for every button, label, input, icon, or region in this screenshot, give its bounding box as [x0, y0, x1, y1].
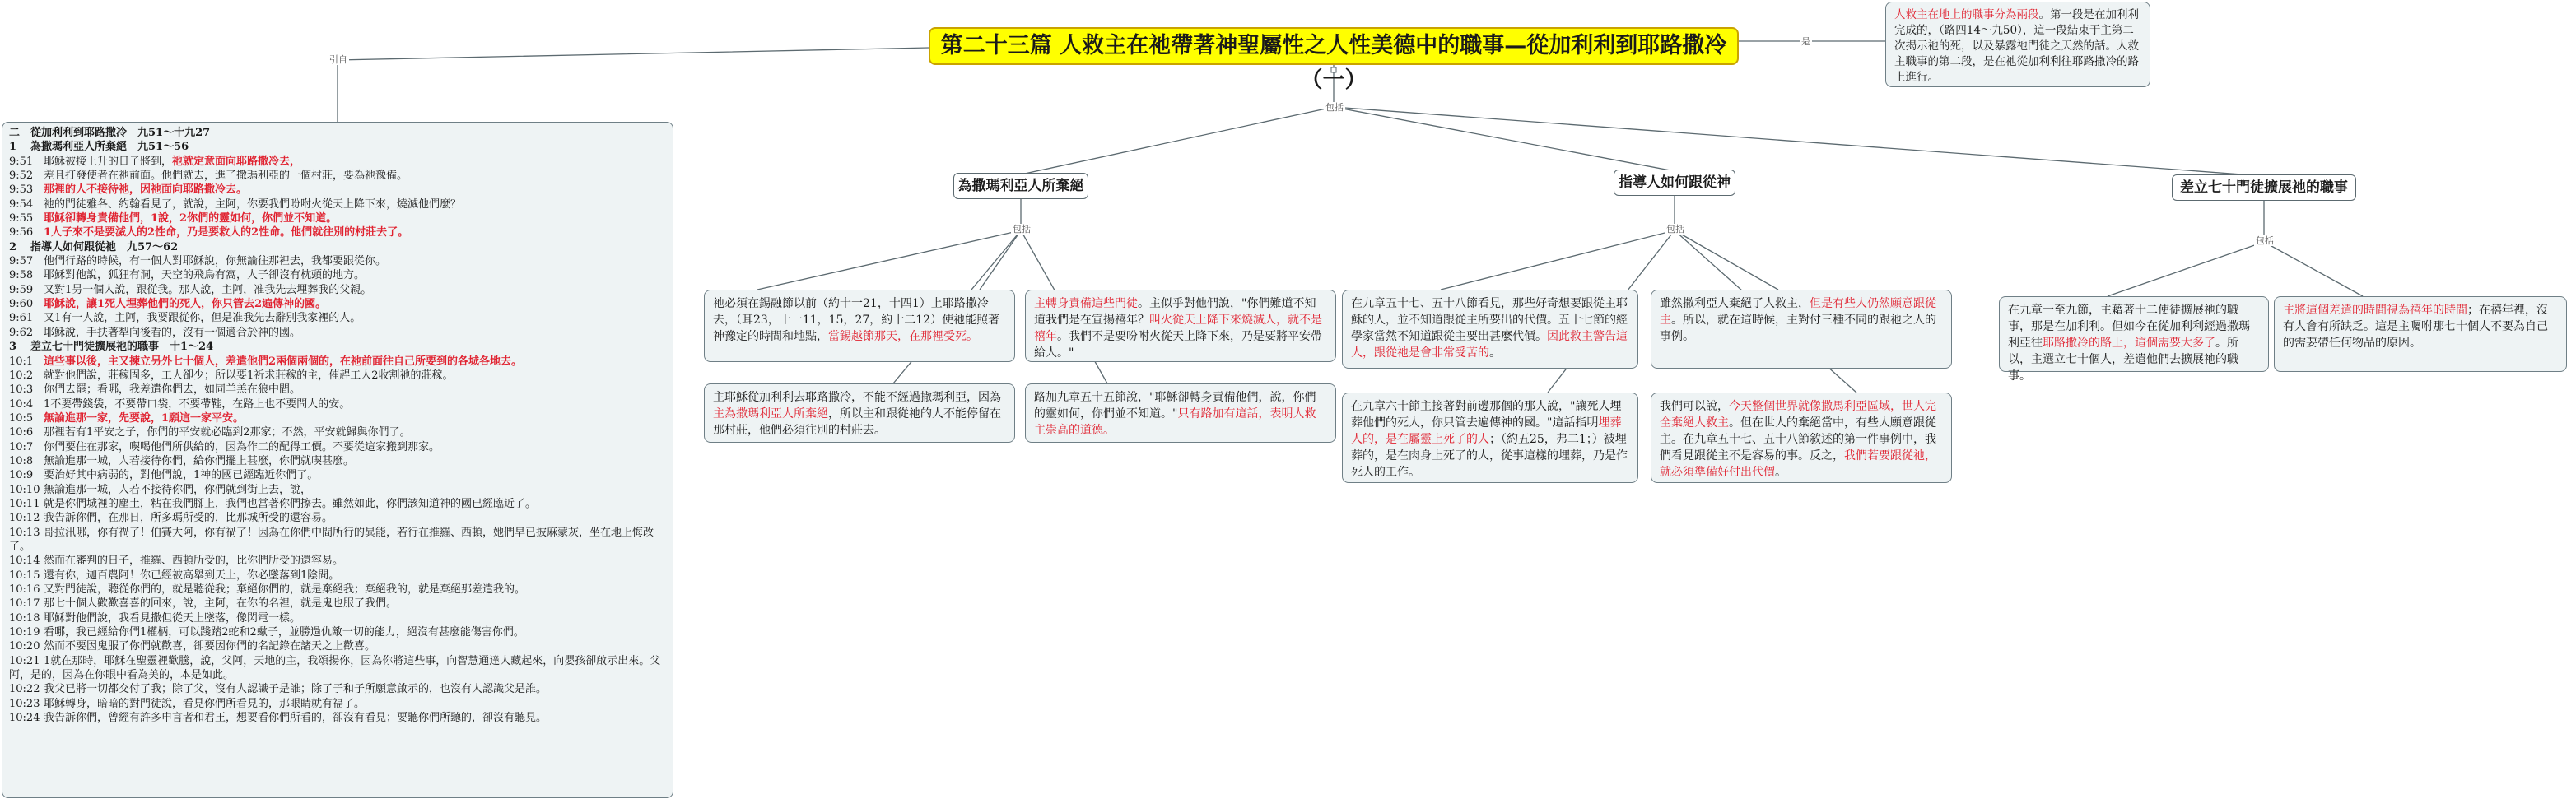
- highlight-text: 叫火從天上降下來燒滅人，就不是禧年: [1034, 314, 1322, 343]
- verse-text: 你們去罷；看哪，我差遣你們去，如同羊羔在狼中間。: [44, 383, 301, 397]
- verse-number: 9:57: [9, 255, 34, 268]
- verse-number: 10:19: [9, 626, 40, 639]
- verse-number: 10:11: [9, 497, 40, 510]
- highlight-text: 只有路加有這話，表明人救主崇高的道德。: [1034, 407, 1316, 437]
- scripture-verse: [9, 569, 666, 583]
- verse-highlight: 祂就定意面向耶路撒冷去，: [172, 155, 301, 168]
- note-text: 在九章五十七、五十八節看見，那些好奇想要跟從主耶穌的人，並不知道跟從主所要出的代價。五十七節的經學家當然不知道跟從主要出甚麼代價。: [1351, 297, 1628, 343]
- scripture-verse: [9, 554, 666, 568]
- note-text: 。所以，就在這時候，主對付三種不同的跟祂之人的事例。: [1660, 314, 1936, 343]
- note-text: 在九章六十節主接著對前邊那個的那人說，"讓死人埋葬他們的死人，你只管去遍傳神的國。"這話指明: [1351, 400, 1622, 430]
- verse-text: 又對1另一個人說，跟從我。那人說，主阿，准我先去埋葬我的父親。: [44, 283, 372, 296]
- verse-number: 10:16: [9, 583, 40, 596]
- scripture-verse: [9, 268, 666, 282]
- scripture-verse: [9, 183, 666, 197]
- note-twelve-and-seventy[interactable]: [1999, 296, 2269, 383]
- scripture-verse: [9, 355, 666, 369]
- note-text: ；（約五25，弗二1；）被埋葬的，是在肉身上死了的人，從事這樣的埋葬，乃是作死人的工作。: [1351, 433, 1628, 479]
- edge-label-includes-main: 包括: [1325, 102, 1344, 113]
- note-text: 祂必須在錫融節以前（約十一21，十四1）上耶路撒冷去，（耳23，十一11，15，27，約十二12）使祂能照著神豫定的時間和地點，: [713, 297, 1000, 343]
- verse-number: 9:52: [9, 170, 34, 183]
- verse-text: 無論進那一城，人若不接待你們，你們就到街上去，說，: [44, 483, 312, 496]
- verse-text: 耶穌對他說，狐狸有洞，天空的飛鳥有窩，人子卻沒有枕頭的地方。: [44, 269, 366, 282]
- verse-text: 我告訴你們，在那日，所多瑪所受的，比那城所受的還容易。: [44, 512, 333, 525]
- verse-text: 然而在審判的日子，推羅、西頓所受的，比你們所受的還容易。: [44, 555, 344, 568]
- verse-highlight: 耶穌說，讓1死人埋葬他們的死人，你只管去2遍傳神的國。: [44, 298, 327, 311]
- verse-number: 10:14: [9, 555, 40, 568]
- highlight-text: 但是有些人仍然願意跟從主: [1660, 297, 1936, 327]
- topic-sending-seventy[interactable]: 差立七十門徒擴展祂的職事: [2172, 174, 2356, 201]
- scripture-verse: [9, 383, 666, 397]
- highlight-text: 埋葬人的，是在屬靈上死了的人: [1351, 416, 1622, 446]
- scripture-verse: [9, 411, 666, 425]
- verse-text: 耶穌說，手扶著犁向後看的，沒有一個適合於神的國。: [44, 326, 301, 339]
- verse-text: 耶穌轉身，暗暗的對門徒說，看見你們所看見的，那眼睛就有福了。: [44, 697, 366, 710]
- scripture-verse: [9, 697, 666, 711]
- verse-number: 10:18: [9, 611, 40, 625]
- topic-guiding-followers[interactable]: 指導人如何跟從神: [1614, 170, 1735, 196]
- scripture-verse: [9, 526, 666, 555]
- note-cost-of-following[interactable]: [1342, 290, 1638, 369]
- verse-number: 10:12: [9, 512, 40, 525]
- summary-note[interactable]: [1885, 2, 2150, 87]
- verse-number: 10:1: [9, 355, 34, 368]
- edge-label-summary: 是: [1801, 36, 1810, 47]
- verse-number: 10:2: [9, 369, 34, 382]
- note-jerusalem-passover[interactable]: [704, 290, 1015, 362]
- verse-number: 9:56: [9, 226, 34, 239]
- scripture-verse: [9, 625, 666, 639]
- verse-number: 9:58: [9, 269, 34, 282]
- verse-number: 10:3: [9, 383, 34, 397]
- section-title: 從加利利到耶路撒冷 九51～十九27: [30, 127, 211, 139]
- section-number: 3: [9, 341, 17, 354]
- verse-highlight: 這些事以後，主又揀立另外七十個人，差遣他們2兩個兩個的，在祂前面往自己所要到的各城各地去。: [44, 355, 523, 368]
- scripture-verse: [9, 711, 666, 725]
- scripture-text-box[interactable]: [2, 122, 673, 798]
- edge-label-includes-2: 包括: [1666, 224, 1684, 235]
- note-text: 主耶穌從加利利去耶路撒冷，不能不經過撒瑪利亞，因為: [713, 391, 1001, 404]
- verse-number: 10:6: [9, 426, 34, 439]
- verse-text: 他們行路的時候，有一個人對耶穌說，你無論往那裡去，我都要跟從你。: [44, 255, 387, 268]
- scripture-verse: [9, 497, 666, 511]
- scripture-verse: [9, 511, 666, 525]
- section-title: 指導人如何跟從祂 九57～62: [30, 240, 179, 253]
- scripture-verse: [9, 169, 666, 183]
- verse-number: 9:54: [9, 197, 34, 211]
- note-world-rejection[interactable]: [1651, 393, 1952, 483]
- verse-text: 耶穌對他們說，我看見撒但從天上墜落，像閃電一樣。: [44, 611, 301, 625]
- verse-number: 10:15: [9, 569, 40, 582]
- note-text: 在九章一至九節，主藉著十二使徒擴展祂的職事，那是在加利利。但如今在從加利利經過撒瑪利亞往: [2008, 304, 2250, 350]
- verse-text: 就是你們城裡的塵土，粘在我們腳上，我們也當著你們擦去。雖然如此，你們該知道神的國已經臨近了。: [44, 497, 537, 510]
- verse-number: 10:9: [9, 469, 34, 482]
- note-text: 。但在世人的棄絕當中，有些人願意跟從主。在九章五十七、五十八節敘述的第一件事例中，我們看見跟從主不是容易的事。反之，: [1660, 416, 1936, 462]
- scripture-verse: [9, 369, 666, 383]
- section-number: 2: [9, 240, 17, 253]
- scripture-verse: [9, 483, 666, 497]
- verse-text: 無論進那一城，人若接待你們，給你們擺上甚麼，你們就喫甚麼。: [44, 454, 355, 467]
- scripture-verse: [9, 297, 666, 311]
- scripture-section-heading: [9, 140, 666, 154]
- scripture-verse: [9, 225, 666, 239]
- note-text: 。: [1775, 466, 1786, 479]
- verse-number: 10:8: [9, 454, 34, 467]
- scripture-verse: [9, 397, 666, 411]
- verse-text: 就對他們說，莊稼固多，工人卻少；所以要1祈求莊稼的主，催趕工人2收割祂的莊稼。: [44, 369, 454, 382]
- note-text: 。第一段是在加利利完成的，（路四14～九50），這一段結束于主第二次揭示祂的死，以及暴露祂門徒之天然的話。人救主職事的第二段，是在祂從加利利往耶路撒冷的路上進行。: [1894, 8, 2139, 84]
- scripture-verse: [9, 155, 666, 169]
- verse-number: 10:10: [9, 483, 40, 496]
- verse-text: 看哪，我已經給你們1權柄，可以踐踏2蛇和2蠍子，並勝過仇敵一切的能力，絕沒有甚麼能傷害你們。: [44, 626, 524, 639]
- note-text: 。所以，主選立七十個人，差遣他們去擴展祂的職事。: [2008, 337, 2238, 383]
- verse-text: 又1有一人說，主阿，我要跟從你，但是准我先去辭別我家裡的人。: [44, 312, 361, 325]
- highlight-text: 我們若要跟從祂，就必須準備好付出代價: [1660, 449, 1936, 479]
- verse-text: 祂的門徒雅各、約翰看見了，就說，主阿，你要我們吩咐火從天上降下來，燒滅他們麼？: [44, 197, 462, 211]
- verse-text: 我告訴你們，曾經有許多申言者和君王，想要看你們所看的，卻沒有看見；要聽你們所聽的，卻沒有聽見。: [44, 712, 547, 725]
- section-number: 二: [9, 127, 21, 139]
- verse-number: 10:5: [9, 411, 34, 425]
- section-number: 1: [9, 141, 17, 154]
- verse-number: 9:60: [9, 298, 34, 311]
- scripture-verse: [9, 468, 666, 482]
- verse-highlight: 那裡的人不接待祂，因祂面向耶路撒冷去。: [44, 183, 248, 197]
- verse-number: 9:51: [9, 155, 34, 168]
- verse-text: 你們要住在那家，喫喝他們所供給的，因為作工的配得工價。不要從這家搬到那家。: [44, 440, 440, 453]
- verse-number: 10:23: [9, 697, 40, 710]
- note-dead-bury-dead[interactable]: [1342, 393, 1638, 483]
- topic-rejected-by-samaritans[interactable]: 為撒瑪利亞人所棄絕: [953, 173, 1088, 199]
- verse-highlight: 無論進那一家，先要說，1願這一家平安。: [44, 411, 245, 425]
- note-jubilee-time[interactable]: [2274, 296, 2567, 372]
- scripture-verse: [9, 211, 666, 225]
- highlight-text: 人救主在地上的職事分為兩段: [1894, 8, 2039, 21]
- scripture-verse: [9, 454, 666, 468]
- section-title: 為撒瑪利亞人所棄絕 九51～56: [30, 141, 189, 154]
- verse-text: 耶穌被接上升的日子將到，: [44, 155, 173, 168]
- verse-number: 10:17: [9, 597, 40, 611]
- scripture-verse: [9, 682, 666, 696]
- note-text: 。主似乎對他們說，"你們難道不知道我們是在宣揚禧年？: [1034, 297, 1316, 327]
- verse-number: 9:61: [9, 312, 34, 325]
- note-rebuke-disciples[interactable]: [1025, 290, 1336, 362]
- highlight-text: 主轉身責備這些門徒: [1034, 297, 1138, 310]
- scripture-section-heading: [9, 126, 666, 140]
- scripture-verse: [9, 197, 666, 211]
- note-text: 。我們不是要吩咐火從天上降下來，乃是要將平安帶給人。": [1034, 330, 1322, 360]
- edge-label-source: 引自: [329, 54, 347, 65]
- scripture-verse: [9, 311, 666, 325]
- verse-number: 10:24: [9, 712, 40, 725]
- verse-number: 10:22: [9, 683, 40, 696]
- verse-number: 10:13: [9, 526, 40, 539]
- verse-text: 還有你，迦百農阿！你已經被高舉到天上，你必墜落到1陰間。: [44, 569, 340, 582]
- verse-text: 1就在那時，耶穌在聖靈裡歡騰，說，父阿，天地的主，我頌揚你，因為你將這些事，向智慧通達人藏起來，向嬰孩卻啟示出來。父阿，是的，因為在你眼中看為美的，本是如此。: [9, 654, 661, 682]
- edge-label-includes-3: 包括: [2256, 235, 2274, 246]
- scripture-section-heading: [9, 240, 666, 254]
- verse-text: 那七十個人歡歡喜喜的回來，說，主阿，在你的名裡，就是鬼也服了我們。: [44, 597, 398, 611]
- highlight-text: 主將這個差遣的時間視為禧年的時間: [2283, 304, 2467, 317]
- verse-number: 10:20: [9, 640, 40, 653]
- scripture-verse: [9, 611, 666, 625]
- verse-text: 1不要帶錢袋，不要帶口袋，不要帶鞋，在路上也不要問人的安。: [44, 397, 351, 411]
- highlight-text: 因此救主警告這人，跟從祂是會非常受苦的: [1351, 330, 1628, 360]
- verse-number: 9:59: [9, 283, 34, 296]
- verse-number: 10:21: [9, 654, 40, 667]
- note-text: 。: [1489, 346, 1501, 360]
- verse-text: 要治好其中病弱的，對他們說，1神的國已經臨近你們了。: [44, 469, 319, 482]
- verse-number: 10:7: [9, 440, 34, 453]
- verse-highlight: 耶穌卻轉身責備他們，1說，2你們的靈如何，你們並不知道。: [44, 212, 338, 225]
- highlight-text: 當錫越節那天，在那裡受死。: [828, 330, 978, 343]
- note-pass-through-samaria[interactable]: [704, 383, 1015, 443]
- verse-text: 哥拉汛哪，你有禍了！伯賽大阿，你有禍了！因為在你們中間所行的異能，若行在推羅、西頓，她們早已披麻蒙灰，坐在地上悔改了。: [9, 526, 654, 553]
- verse-text: 我父已將一切都交付了我；除了父，沒有人認識子是誰；除了子和子所願意啟示的，也沒有人認識父是誰。: [44, 683, 547, 696]
- edge-label-includes-1: 包括: [1013, 224, 1031, 235]
- highlight-text: 主為撒瑪利亞人所棄絕: [713, 407, 828, 420]
- section-title: 差立七十門徒擴展祂的職事 十1～24: [30, 341, 214, 354]
- verse-number: 9:62: [9, 326, 34, 339]
- verse-number: 9:53: [9, 183, 34, 197]
- note-text: 我們可以說，: [1660, 400, 1729, 413]
- verse-number: 9:55: [9, 212, 34, 225]
- verse-text: 差且打發使者在祂前面。他們就去，進了撒瑪利亞的一個村莊，要為祂豫備。: [44, 170, 408, 183]
- scripture-verse: [9, 654, 666, 683]
- note-luke-9-55[interactable]: [1025, 383, 1336, 443]
- root-topic-title[interactable]: 第二十三篇 人救主在祂帶著神聖屬性之人性美德中的職事—從加利利到耶路撒冷（一）: [929, 27, 1739, 65]
- verse-text: 又對門徒說，聽從你們的，就是聽從我；棄絕你們的，就是棄絕我；棄絕我的，就是棄絕那差遣我的。: [44, 583, 526, 596]
- verse-text: 然而不要因鬼服了你們就歡喜，卻要因你們的名記錄在諸天之上歡喜。: [44, 640, 376, 653]
- scripture-verse: [9, 597, 666, 611]
- scripture-verse: [9, 639, 666, 653]
- verse-text: 那裡若有1平安之子，你們的平安就必臨到2那家；不然，平安就歸與你們了。: [44, 426, 411, 439]
- note-text: 路加九章五十五節說，"耶穌卻轉身責備他們，說，你們的靈如何，你們並不知道。": [1034, 391, 1316, 420]
- note-text: ，所以主和跟從祂的人不能停留在那村莊，他們必須往別的村莊去。: [713, 407, 1001, 437]
- scripture-section-heading: [9, 340, 666, 354]
- note-text: 雖然撒利亞人棄絕了人救主，: [1660, 297, 1810, 310]
- verse-highlight: 1人子來不是要滅人的2性命，乃是要救人的2性命。他們就往別的村莊去了。: [44, 226, 409, 239]
- scripture-verse: [9, 254, 666, 268]
- scripture-verse: [9, 425, 666, 439]
- scripture-verse: [9, 283, 666, 297]
- verse-number: 10:4: [9, 397, 34, 411]
- highlight-text: 今天整個世界就像撒馬利亞區域，世人完全棄絕人救主: [1660, 400, 1936, 430]
- scripture-verse: [9, 583, 666, 597]
- scripture-verse: [9, 440, 666, 454]
- highlight-text: 耶路撒冷的路上，這個需要大多了: [2043, 337, 2215, 350]
- note-text: ；在禧年裡，沒有人會有所缺乏。這是主囑咐那七十個人不要為自己的需要帶任何物品的原因。: [2283, 304, 2548, 350]
- scripture-verse: [9, 326, 666, 340]
- note-some-still-follow[interactable]: [1651, 290, 1952, 369]
